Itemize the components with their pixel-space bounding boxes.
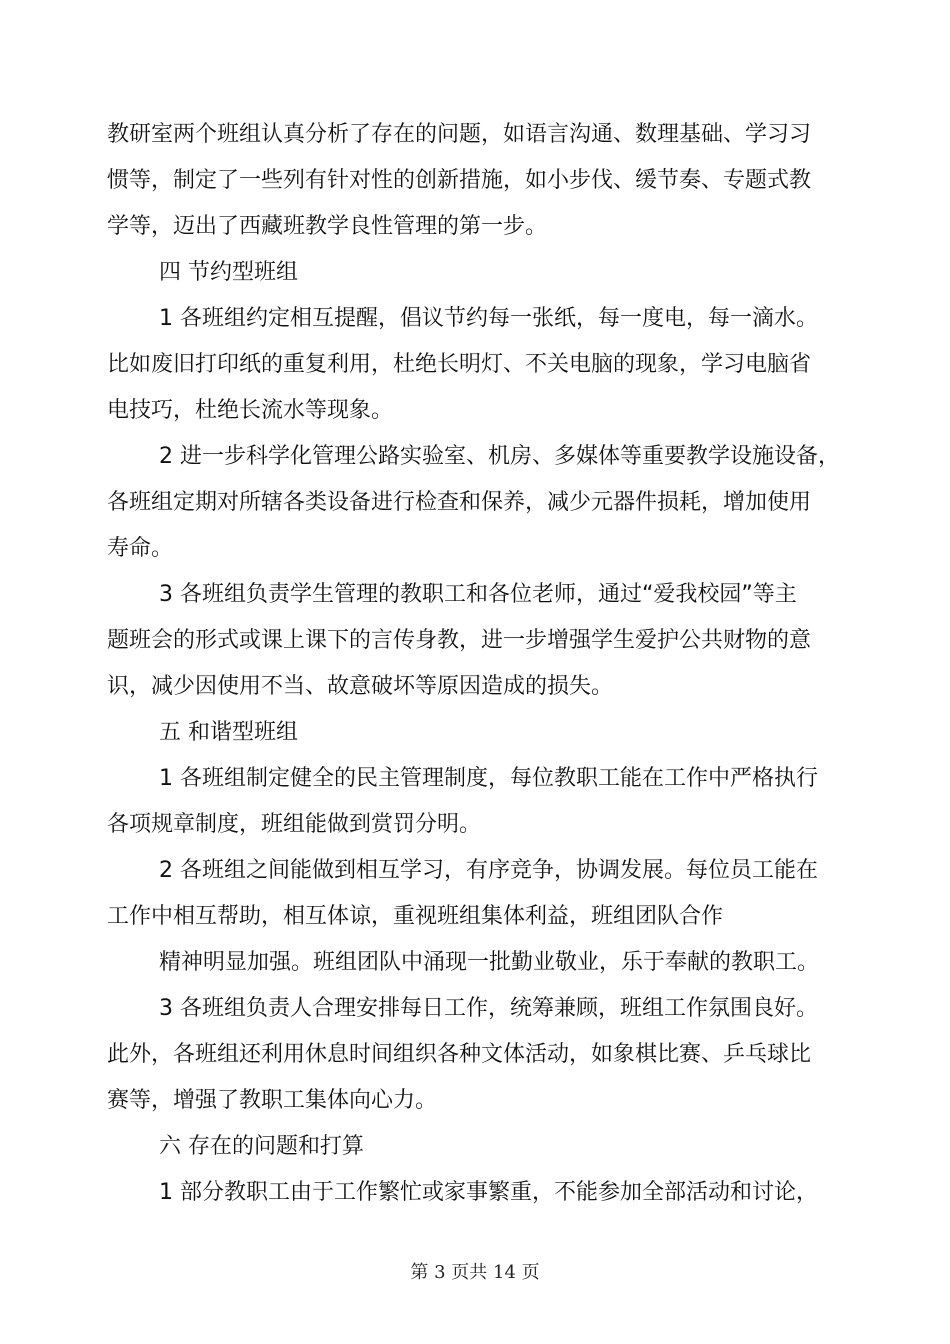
text-line: 3 各班组负责学生管理的教职工和各位老师，通过“爱我校园”等主 xyxy=(159,582,797,607)
text-line: 识，减少因使用不当、故意破坏等原因造成的损失。 xyxy=(107,674,614,699)
text-line: 1 各班组约定相互提醒，倡议节约每一张纸，每一度电，每一滴水。 xyxy=(159,306,818,331)
text-line: 题班会的形式或课上课下的言传身教，进一步增强学生爱护公共财物的意 xyxy=(107,628,812,653)
text-line: 1 部分教职工由于工作繁忙或家事繁重，不能参加全部活动和讨论， xyxy=(159,1180,818,1205)
text-line: 比如废旧打印纸的重复利用，杜绝长明灯、不关电脑的现象，学习电脑省 xyxy=(107,352,812,377)
text-line: 教研室两个班组认真分析了存在的问题，如语言沟通、数理基础、学习习 xyxy=(107,122,812,147)
text-line: 1 各班组制定健全的民主管理制度，每位教职工能在工作中严格执行 xyxy=(159,766,818,791)
text-line: 工作中相互帮助，相互体谅，重视班组集体利益，班组团队合作 xyxy=(107,904,724,929)
document-body xyxy=(107,112,847,1216)
text-line: 惯等，制定了一些列有针对性的创新措施，如小步伐、缓节奏、专题式教 xyxy=(107,168,812,193)
text-line: 寿命。 xyxy=(107,536,174,561)
page-footer: 第 3 页共 14 页 xyxy=(410,1262,540,1283)
text-line: 2 进一步科学化管理公路实验室、机房、多媒体等重要教学设施设备， xyxy=(159,444,840,469)
text-line: 五 和谐型班组 xyxy=(159,720,298,745)
text-line: 六 存在的问题和打算 xyxy=(159,1134,364,1159)
text-line: 此外，各班组还利用休息时间组织各种文体活动，如象棋比赛、乒乓球比 xyxy=(107,1042,812,1067)
text-line: 四 节约型班组 xyxy=(159,260,298,285)
text-line: 赛等，增强了教职工集体向心力。 xyxy=(107,1088,438,1113)
text-line: 各班组定期对所辖各类设备进行检查和保养，减少元器件损耗，增加使用 xyxy=(107,490,812,515)
text-line: 电技巧，杜绝长流水等现象。 xyxy=(107,398,394,423)
text-line: 2 各班组之间能做到相互学习，有序竞争，协调发展。每位员工能在 xyxy=(159,858,818,883)
text-line: 3 各班组负责人合理安排每日工作，统筹兼顾，班组工作氛围良好。 xyxy=(159,996,818,1021)
text-line: 学等，迈出了西藏班教学良性管理的第一步。 xyxy=(107,214,548,239)
text-line: 精神明显加强。班组团队中涌现一批勤业敬业，乐于奉献的教职工。 xyxy=(159,950,820,975)
text-line: 各项规章制度，班组能做到赏罚分明。 xyxy=(107,812,482,837)
